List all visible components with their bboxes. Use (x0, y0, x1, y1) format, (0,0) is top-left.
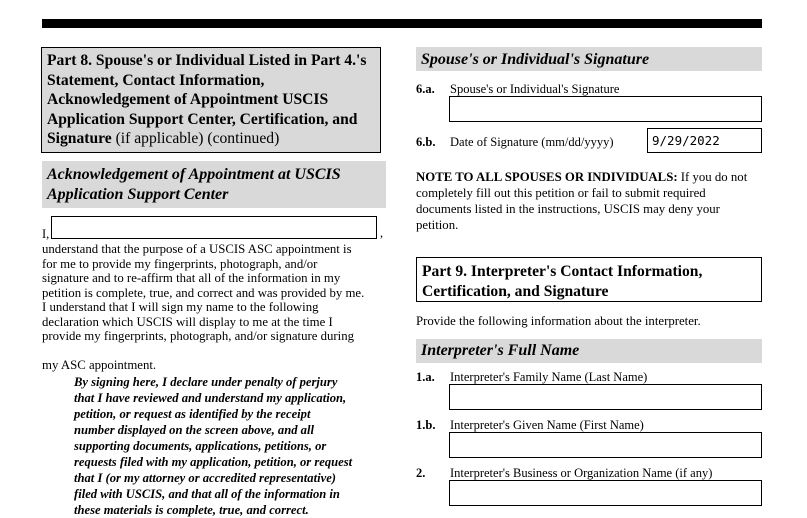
item-6b-label: Date of Signature (mm/dd/yyyy) (450, 135, 614, 149)
part8-heading (41, 47, 381, 153)
ack-heading: Acknowledgement of Appointment at USCIS Application Support Center (42, 161, 386, 208)
item-2-number: 2. (416, 466, 426, 480)
item-2-label: Interpreter's Business or Organization Name (if any) (450, 466, 713, 480)
note-text: If you do not completely fill out this petition or fail to submit required documents listed in the instructions, USCIS may deny your petition. (416, 170, 748, 232)
applicant-name-input[interactable] (51, 216, 377, 239)
item-6a-label: Spouse's or Individual's Signature (450, 82, 620, 96)
part8-title: Part 8. Spouse's or Individual Listed in Part 4.'s Statement, Contact Information, Acknowledgement of Appointment USCIS Application Support Center, Certification, and Signature (47, 52, 367, 148)
interpreter-family-name-field[interactable] (449, 384, 762, 410)
ack-body-text: understand that the purpose of a USCIS ASC appointment is for me to provide my fingerprints, photograph, and/or signature and to re-affirm that all of the information in my petition is complete, true, and correct and was provided by me. I understand that I will sign my name to the following declaration which USCIS will display to me at the time I provide my fingerprints, photograph, and/or signature during (42, 242, 365, 343)
item-1a-label: Interpreter's Family Name (Last Name) (450, 370, 648, 384)
item-1b-number: 1.b. (416, 418, 436, 432)
item-1a-number: 1.a. (416, 370, 435, 384)
part9-instruction: Provide the following information about the interpreter. (416, 314, 701, 328)
ack-body-last-line: my ASC appointment. (42, 358, 157, 372)
note-to-spouses (416, 169, 762, 233)
top-rule (42, 19, 762, 28)
interpreter-given-name-field[interactable] (449, 432, 762, 458)
part9-heading: Part 9. Interpreter's Contact Information, Certification, and Signature (416, 257, 762, 302)
interpreter-name-heading: Interpreter's Full Name (416, 339, 762, 363)
comma: , (380, 226, 384, 240)
perjury-declaration: By signing here, I declare under penalty of perjury that I have reviewed and understand my application, petition, or request as identified by the receipt number displayed on the screen above, and all supporting documents, applications, petitions, or requests filed with my application, petition, or request that I (or my attorney or accredited representative) filed with USCIS, and that all of the information in these materials is complete, true, and correct. (74, 375, 353, 517)
part8-suffix: (if applicable) (continued) (115, 130, 280, 148)
interpreter-business-name-field[interactable] (449, 480, 762, 506)
note-bold: NOTE TO ALL SPOUSES OR INDIVIDUALS: (416, 170, 678, 184)
item-6a-number: 6.a. (416, 82, 435, 96)
signature-heading: Spouse's or Individual's Signature (416, 47, 762, 71)
i-label: I, (42, 227, 50, 241)
date-of-signature-field[interactable]: 9/29/2022 (647, 128, 762, 153)
signature-field[interactable] (449, 96, 762, 122)
item-6b-number: 6.b. (416, 135, 436, 149)
item-1b-label: Interpreter's Given Name (First Name) (450, 418, 644, 432)
